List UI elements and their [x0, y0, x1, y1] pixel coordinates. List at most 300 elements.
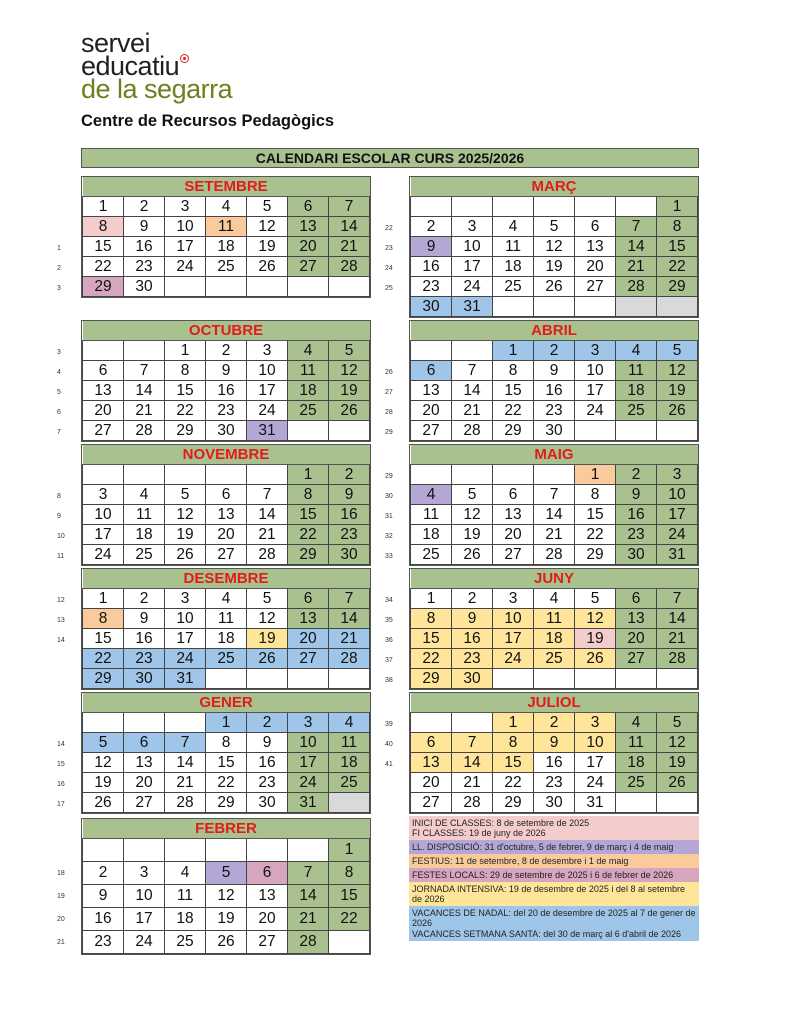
calendar-title: CALENDARI ESCOLAR CURS 2025/2026 — [81, 148, 699, 168]
empty-cell — [288, 839, 329, 862]
day-cell: 14 — [452, 753, 493, 773]
centre-name: Centre de Recursos Pedagògics — [81, 112, 335, 130]
day-cell: 28 — [657, 649, 698, 669]
day-cell: 28 — [329, 257, 370, 277]
day-cell: 9 — [411, 237, 452, 257]
day-cell: 3 — [452, 217, 493, 237]
day-cell: 29 — [657, 277, 698, 297]
month-title: OCTUBRE — [83, 321, 370, 341]
day-cell: 14 — [616, 237, 657, 257]
day-cell: 5 — [657, 341, 698, 361]
day-cell: 3 — [288, 713, 329, 733]
day-cell: 1 — [165, 341, 206, 361]
week-number: 28 — [385, 409, 393, 416]
week-number: 41 — [385, 761, 393, 768]
day-cell: 6 — [493, 485, 534, 505]
day-cell: 6 — [411, 733, 452, 753]
day-cell: 31 — [247, 421, 288, 441]
week-number: 37 — [385, 657, 393, 664]
day-cell: 8 — [493, 361, 534, 381]
day-cell: 18 — [206, 629, 247, 649]
week-number: 27 — [385, 389, 393, 396]
week-number: 2 — [57, 265, 61, 272]
week-row — [83, 485, 370, 505]
day-cell: 1 — [411, 589, 452, 609]
day-cell: 4 — [616, 341, 657, 361]
day-cell: 27 — [411, 793, 452, 813]
empty-cell — [206, 839, 247, 862]
day-cell: 26 — [247, 257, 288, 277]
week-row — [411, 341, 698, 361]
day-cell: 25 — [616, 773, 657, 793]
legend-text: VACANCES DE NADAL: del 20 de desembre de 2025 al 7 de gener de 2026 — [412, 908, 696, 928]
day-cell: 25 — [124, 545, 165, 565]
week-row — [83, 545, 370, 565]
week-number: 20 — [57, 916, 65, 923]
week-number: 3 — [57, 349, 61, 356]
day-cell: 30 — [452, 669, 493, 689]
day-cell: 1 — [83, 589, 124, 609]
day-cell: 21 — [165, 773, 206, 793]
day-cell: 29 — [493, 793, 534, 813]
day-cell: 20 — [288, 629, 329, 649]
empty-cell — [247, 669, 288, 689]
day-cell: 23 — [452, 649, 493, 669]
legend-text: FESTIUS: 11 de setembre, 8 de desembre i 1 de maig — [412, 856, 629, 866]
week-row — [411, 217, 698, 237]
day-cell: 13 — [288, 217, 329, 237]
week-row — [83, 793, 370, 813]
day-cell: 23 — [83, 931, 124, 954]
day-cell: 23 — [124, 257, 165, 277]
day-cell: 11 — [329, 733, 370, 753]
day-cell: 19 — [575, 629, 616, 649]
day-cell: 8 — [411, 609, 452, 629]
day-cell: 12 — [657, 361, 698, 381]
day-cell: 7 — [329, 197, 370, 217]
day-cell: 9 — [452, 609, 493, 629]
day-cell: 1 — [657, 197, 698, 217]
day-cell: 23 — [411, 277, 452, 297]
day-cell: 3 — [575, 341, 616, 361]
day-cell: 18 — [288, 381, 329, 401]
day-cell: 5 — [165, 485, 206, 505]
day-cell: 1 — [493, 341, 534, 361]
day-cell: 15 — [165, 381, 206, 401]
day-cell: 10 — [288, 733, 329, 753]
day-cell: 27 — [247, 931, 288, 954]
day-cell: 27 — [288, 649, 329, 669]
day-cell: 25 — [493, 277, 534, 297]
week-number: 40 — [385, 741, 393, 748]
week-row — [411, 713, 698, 733]
day-cell: 25 — [206, 649, 247, 669]
day-cell: 23 — [206, 401, 247, 421]
day-cell: 24 — [124, 931, 165, 954]
day-cell: 12 — [83, 753, 124, 773]
day-cell: 16 — [534, 753, 575, 773]
day-cell: 4 — [329, 713, 370, 733]
day-cell: 21 — [657, 629, 698, 649]
day-cell: 25 — [165, 931, 206, 954]
day-cell: 12 — [534, 237, 575, 257]
day-cell: 13 — [411, 753, 452, 773]
day-cell: 27 — [616, 649, 657, 669]
week-row — [411, 381, 698, 401]
empty-cell — [329, 421, 370, 441]
day-cell: 19 — [657, 381, 698, 401]
day-cell: 23 — [124, 649, 165, 669]
week-number: 25 — [385, 285, 393, 292]
day-cell: 5 — [247, 589, 288, 609]
week-row — [83, 609, 370, 629]
day-cell: 14 — [657, 609, 698, 629]
day-cell: 20 — [411, 773, 452, 793]
day-cell: 9 — [247, 733, 288, 753]
empty-cell — [288, 669, 329, 689]
day-cell: 8 — [288, 485, 329, 505]
day-cell: 16 — [124, 629, 165, 649]
day-cell: 19 — [247, 629, 288, 649]
empty-cell — [247, 465, 288, 485]
day-cell: 2 — [534, 341, 575, 361]
day-cell: 28 — [329, 649, 370, 669]
day-cell: 30 — [329, 545, 370, 565]
legend-text: FESTES LOCALS: 29 de setembre de 2025 i 6 de febrer de 2026 — [412, 870, 674, 880]
day-cell: 26 — [657, 773, 698, 793]
logo-line-1: servei — [81, 28, 151, 58]
week-row — [411, 277, 698, 297]
empty-cell — [165, 713, 206, 733]
legend-text-secondary: FI CLASSES: 19 de juny de 2026 — [412, 828, 546, 838]
week-row — [411, 629, 698, 649]
day-cell: 26 — [534, 277, 575, 297]
empty-cell — [288, 277, 329, 297]
empty-cell — [493, 669, 534, 689]
day-cell: 24 — [452, 277, 493, 297]
day-cell: 9 — [616, 485, 657, 505]
month-març — [409, 176, 699, 318]
day-cell: 9 — [124, 609, 165, 629]
week-row — [411, 257, 698, 277]
week-row — [411, 753, 698, 773]
day-cell: 26 — [83, 793, 124, 813]
day-cell: 10 — [165, 217, 206, 237]
day-cell: 13 — [411, 381, 452, 401]
day-cell: 4 — [288, 341, 329, 361]
empty-cell — [534, 197, 575, 217]
week-number: 23 — [385, 245, 393, 252]
week-number: 7 — [57, 429, 61, 436]
week-row — [83, 713, 370, 733]
day-cell: 10 — [124, 885, 165, 908]
day-cell: 8 — [83, 609, 124, 629]
empty-cell — [657, 669, 698, 689]
day-cell: 4 — [411, 485, 452, 505]
day-cell: 9 — [534, 733, 575, 753]
month-title: DESEMBRE — [83, 569, 370, 589]
day-cell: 5 — [575, 589, 616, 609]
day-cell: 10 — [575, 361, 616, 381]
month-juny — [409, 568, 699, 690]
empty-cell — [493, 465, 534, 485]
day-cell: 18 — [616, 753, 657, 773]
week-row — [83, 421, 370, 441]
week-number: 34 — [385, 597, 393, 604]
day-cell: 15 — [493, 381, 534, 401]
empty-cell — [124, 713, 165, 733]
day-cell: 17 — [165, 237, 206, 257]
day-cell: 15 — [329, 885, 370, 908]
day-cell: 31 — [575, 793, 616, 813]
day-cell: 26 — [657, 401, 698, 421]
week-number: 19 — [57, 893, 65, 900]
day-cell: 21 — [452, 773, 493, 793]
day-cell: 13 — [288, 609, 329, 629]
day-cell: 23 — [247, 773, 288, 793]
day-cell: 1 — [493, 713, 534, 733]
day-cell: 3 — [575, 713, 616, 733]
day-cell: 25 — [411, 545, 452, 565]
day-cell: 10 — [452, 237, 493, 257]
day-cell: 16 — [83, 908, 124, 931]
day-cell: 17 — [288, 753, 329, 773]
day-cell: 24 — [575, 773, 616, 793]
day-cell: 3 — [124, 862, 165, 885]
week-row — [83, 733, 370, 753]
day-cell: 19 — [206, 908, 247, 931]
day-cell: 21 — [452, 401, 493, 421]
month-juliol — [409, 692, 699, 814]
day-cell: 11 — [493, 237, 534, 257]
day-cell: 4 — [534, 589, 575, 609]
week-row — [83, 237, 370, 257]
empty-cell — [329, 277, 370, 297]
day-cell: 28 — [452, 421, 493, 441]
day-cell: 6 — [206, 485, 247, 505]
day-cell: 12 — [165, 505, 206, 525]
week-number: 36 — [385, 637, 393, 644]
empty-cell — [329, 793, 370, 813]
week-row — [411, 401, 698, 421]
empty-cell — [534, 297, 575, 317]
day-cell: 17 — [575, 753, 616, 773]
day-cell: 26 — [329, 401, 370, 421]
empty-cell — [411, 341, 452, 361]
week-number: 32 — [385, 533, 393, 540]
day-cell: 31 — [165, 669, 206, 689]
month-setembre — [81, 176, 371, 298]
day-cell: 28 — [165, 793, 206, 813]
day-cell: 11 — [616, 361, 657, 381]
day-cell: 18 — [124, 525, 165, 545]
day-cell: 17 — [165, 629, 206, 649]
empty-cell — [206, 669, 247, 689]
week-number: 6 — [57, 409, 61, 416]
empty-cell — [411, 465, 452, 485]
legend-item-pink — [409, 816, 699, 840]
day-cell: 21 — [288, 908, 329, 931]
empty-cell — [452, 341, 493, 361]
day-cell: 29 — [83, 277, 124, 297]
week-number: 30 — [385, 493, 393, 500]
empty-cell — [534, 669, 575, 689]
week-row — [411, 197, 698, 217]
day-cell: 2 — [534, 713, 575, 733]
day-cell: 11 — [165, 885, 206, 908]
day-cell: 22 — [575, 525, 616, 545]
day-cell: 8 — [206, 733, 247, 753]
week-row — [83, 773, 370, 793]
day-cell: 5 — [657, 713, 698, 733]
day-cell: 26 — [165, 545, 206, 565]
day-cell: 20 — [411, 401, 452, 421]
empty-cell — [329, 931, 370, 954]
day-cell: 16 — [329, 505, 370, 525]
day-cell: 22 — [288, 525, 329, 545]
day-cell: 17 — [83, 525, 124, 545]
target-dot-icon — [180, 54, 189, 63]
day-cell: 21 — [329, 237, 370, 257]
week-row — [411, 465, 698, 485]
empty-cell — [616, 793, 657, 813]
month-title: NOVEMBRE — [83, 445, 370, 465]
day-cell: 29 — [206, 793, 247, 813]
day-cell: 21 — [247, 525, 288, 545]
week-number: 38 — [385, 677, 393, 684]
legend-text: JORNADA INTENSIVA: 19 de desembre de 2025 i del 8 al setembre de 2026 — [412, 884, 685, 904]
day-cell: 11 — [534, 609, 575, 629]
week-number: 35 — [385, 617, 393, 624]
day-cell: 7 — [165, 733, 206, 753]
day-cell: 29 — [493, 421, 534, 441]
day-cell: 27 — [124, 793, 165, 813]
week-number: 14 — [57, 637, 65, 644]
day-cell: 2 — [83, 862, 124, 885]
day-cell: 11 — [124, 505, 165, 525]
week-number: 10 — [57, 533, 65, 540]
month-title: MARÇ — [411, 177, 698, 197]
day-cell: 7 — [247, 485, 288, 505]
week-number: 5 — [57, 389, 61, 396]
day-cell: 31 — [288, 793, 329, 813]
day-cell: 24 — [83, 545, 124, 565]
week-number: 8 — [57, 493, 61, 500]
day-cell: 27 — [411, 421, 452, 441]
week-row — [411, 793, 698, 813]
day-cell: 25 — [288, 401, 329, 421]
empty-cell — [575, 197, 616, 217]
day-cell: 23 — [534, 401, 575, 421]
day-cell: 22 — [493, 773, 534, 793]
day-cell: 13 — [493, 505, 534, 525]
day-cell: 14 — [247, 505, 288, 525]
day-cell: 15 — [657, 237, 698, 257]
day-cell: 12 — [657, 733, 698, 753]
day-cell: 27 — [493, 545, 534, 565]
legend-text: LL. DISPOSICIÓ: 31 d'octubre, 5 de febrer, 9 de març i 4 de maig — [412, 842, 674, 852]
day-cell: 30 — [247, 793, 288, 813]
day-cell: 12 — [247, 217, 288, 237]
day-cell: 29 — [165, 421, 206, 441]
day-cell: 28 — [124, 421, 165, 441]
day-cell: 1 — [575, 465, 616, 485]
day-cell: 15 — [575, 505, 616, 525]
week-row — [83, 753, 370, 773]
day-cell: 24 — [165, 257, 206, 277]
day-cell: 2 — [411, 217, 452, 237]
legend-item-blue — [409, 906, 699, 941]
day-cell: 10 — [247, 361, 288, 381]
day-cell: 4 — [493, 217, 534, 237]
day-cell: 28 — [247, 545, 288, 565]
day-cell: 21 — [329, 629, 370, 649]
legend-item-yellow — [409, 882, 699, 906]
day-cell: 5 — [329, 341, 370, 361]
day-cell: 18 — [329, 753, 370, 773]
day-cell: 26 — [575, 649, 616, 669]
day-cell: 18 — [616, 381, 657, 401]
day-cell: 5 — [452, 485, 493, 505]
day-cell: 28 — [288, 931, 329, 954]
week-number: 16 — [57, 781, 65, 788]
day-cell: 7 — [288, 862, 329, 885]
week-row — [411, 609, 698, 629]
empty-cell — [534, 465, 575, 485]
legend-item-mauve — [409, 868, 699, 882]
day-cell: 30 — [206, 421, 247, 441]
day-cell: 28 — [616, 277, 657, 297]
day-cell: 24 — [493, 649, 534, 669]
day-cell: 20 — [206, 525, 247, 545]
week-row — [411, 669, 698, 689]
empty-cell — [493, 297, 534, 317]
day-cell: 29 — [288, 545, 329, 565]
week-row — [83, 862, 370, 885]
day-cell: 10 — [165, 609, 206, 629]
day-cell: 8 — [575, 485, 616, 505]
day-cell: 4 — [165, 862, 206, 885]
month-title: FEBRER — [83, 819, 370, 839]
day-cell: 2 — [329, 465, 370, 485]
day-cell: 10 — [575, 733, 616, 753]
empty-cell — [83, 341, 124, 361]
week-row — [83, 931, 370, 954]
week-number: 22 — [385, 225, 393, 232]
day-cell: 3 — [657, 465, 698, 485]
day-cell: 30 — [124, 669, 165, 689]
day-cell: 20 — [616, 629, 657, 649]
day-cell: 6 — [575, 217, 616, 237]
week-number: 31 — [385, 513, 393, 520]
week-row — [411, 525, 698, 545]
week-row — [83, 401, 370, 421]
empty-cell — [124, 839, 165, 862]
week-number: 18 — [57, 870, 65, 877]
day-cell: 22 — [329, 908, 370, 931]
day-cell: 21 — [534, 525, 575, 545]
week-number: 13 — [57, 617, 65, 624]
empty-cell — [124, 465, 165, 485]
week-row — [411, 421, 698, 441]
day-cell: 14 — [452, 381, 493, 401]
day-cell: 1 — [329, 839, 370, 862]
week-row — [411, 297, 698, 317]
day-cell: 10 — [83, 505, 124, 525]
day-cell: 15 — [83, 629, 124, 649]
day-cell: 15 — [493, 753, 534, 773]
empty-cell — [165, 277, 206, 297]
